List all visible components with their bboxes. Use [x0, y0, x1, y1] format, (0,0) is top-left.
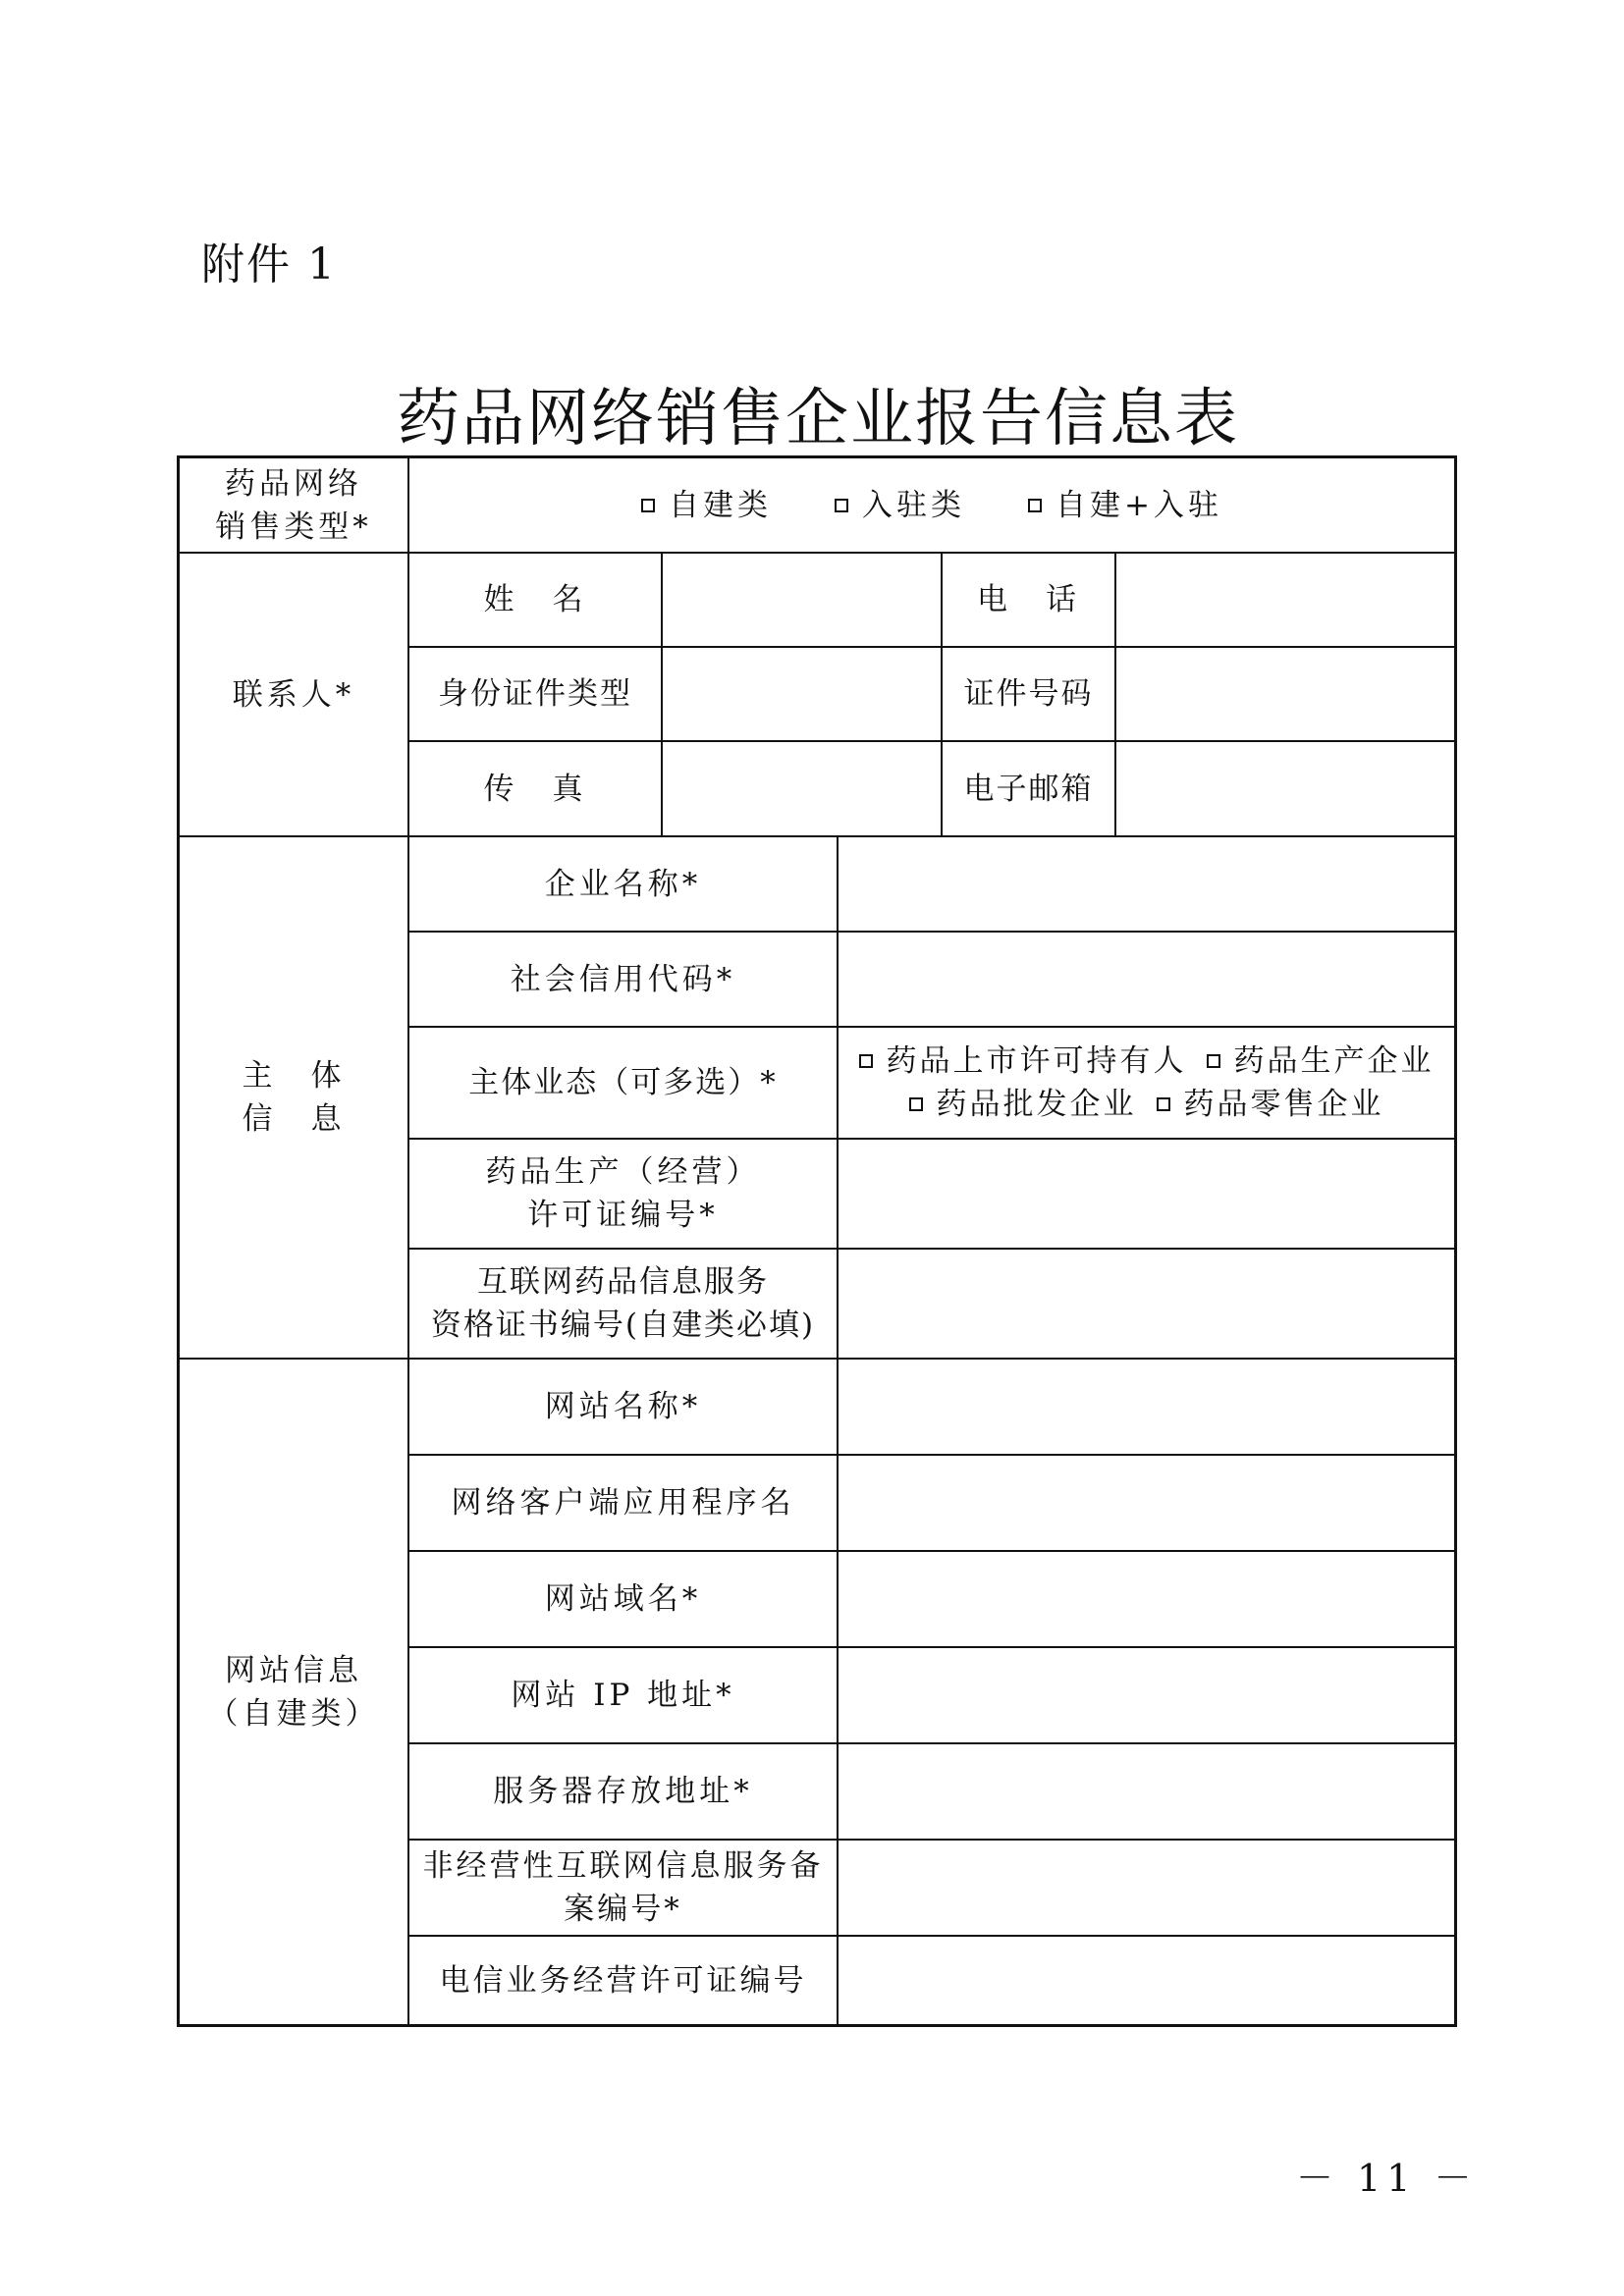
icp-record-field[interactable]: [839, 1841, 1454, 1935]
option-label: 自建+入驻: [1056, 487, 1222, 523]
option-label: 入驻类: [862, 487, 965, 523]
business-type-label: 主体业态（可多选）*: [468, 1065, 778, 1100]
attachment-label: 附件 1: [201, 240, 337, 290]
option-label: 自建类: [669, 487, 772, 523]
entity-label: 主 体 信 息: [242, 1058, 346, 1137]
ip-label: 网站 IP 地址*: [511, 1678, 735, 1713]
license-number-label: 药品生产（经营） 许可证编号*: [485, 1154, 761, 1233]
app-name-field[interactable]: [839, 1456, 1454, 1550]
server-address-label: 服务器存放地址*: [493, 1774, 753, 1809]
email-field[interactable]: [1116, 742, 1454, 835]
site-name-label: 网站名称*: [544, 1389, 702, 1424]
id-type-field[interactable]: [663, 648, 941, 740]
company-name-label: 企业名称*: [544, 866, 702, 902]
page-title: 药品网络销售企业报告信息表: [397, 383, 1239, 455]
report-form-table: [177, 455, 1457, 2027]
internet-cert-label: 互联网药品信息服务 资格证书编号(自建类必填): [430, 1264, 816, 1343]
option-label: 药品上市许可持有人: [886, 1043, 1187, 1079]
credit-code-label: 社会信用代码*: [510, 961, 736, 997]
option-wholesaler[interactable]: [909, 1083, 1137, 1126]
domain-label: 网站域名*: [544, 1581, 702, 1617]
option-label: 药品生产企业: [1233, 1043, 1435, 1079]
fax-field[interactable]: [663, 742, 941, 835]
site-name-field[interactable]: [839, 1360, 1454, 1454]
name-field[interactable]: [663, 554, 941, 646]
checkbox-icon[interactable]: [835, 499, 848, 512]
app-name-label: 网络客户端应用程序名: [451, 1485, 795, 1521]
option-retailer[interactable]: [1157, 1083, 1384, 1126]
checkbox-icon[interactable]: [1157, 1097, 1170, 1111]
option-marketing-holder[interactable]: [859, 1040, 1187, 1083]
license-number-field[interactable]: [839, 1140, 1454, 1248]
phone-label: 电 话: [977, 582, 1080, 617]
option-self-built[interactable]: [641, 484, 772, 527]
business-type-options: [839, 1028, 1454, 1138]
id-type-label: 身份证件类型: [438, 676, 632, 712]
sales-type-options: [409, 458, 1454, 552]
checkbox-icon[interactable]: [909, 1097, 923, 1111]
option-label: 药品零售企业: [1183, 1087, 1384, 1122]
credit-code-field[interactable]: [839, 933, 1454, 1026]
option-self-built-plus-settled[interactable]: [1028, 484, 1222, 527]
email-label: 电子邮箱: [963, 771, 1094, 807]
option-label: 药品批发企业: [936, 1087, 1137, 1122]
option-manufacturer[interactable]: [1207, 1040, 1435, 1083]
id-number-field[interactable]: [1116, 648, 1454, 740]
checkbox-icon[interactable]: [859, 1054, 873, 1068]
name-label: 姓 名: [483, 582, 587, 617]
phone-field[interactable]: [1116, 554, 1454, 646]
checkbox-icon[interactable]: [1028, 499, 1042, 512]
company-name-field[interactable]: [839, 837, 1454, 931]
ip-field[interactable]: [839, 1648, 1454, 1742]
website-label: 网站信息 （自建类）: [207, 1652, 380, 1732]
server-address-field[interactable]: [839, 1744, 1454, 1839]
checkbox-icon[interactable]: [641, 499, 655, 512]
sales-type-label: 药品网络 销售类型*: [215, 465, 372, 545]
checkbox-icon[interactable]: [1207, 1054, 1220, 1068]
option-platform-settled[interactable]: [835, 484, 965, 527]
id-number-label: 证件号码: [963, 676, 1094, 712]
telecom-license-label: 电信业务经营许可证编号: [439, 1962, 807, 1999]
internet-cert-field[interactable]: [839, 1250, 1454, 1358]
contact-label: 联系人*: [232, 676, 355, 713]
page-number: － 11 －: [1296, 2157, 1478, 2200]
telecom-license-field[interactable]: [839, 1937, 1454, 2024]
icp-record-label: 非经营性互联网信息服务备 案编号*: [422, 1848, 824, 1927]
domain-field[interactable]: [839, 1552, 1454, 1646]
fax-label: 传 真: [483, 771, 587, 807]
